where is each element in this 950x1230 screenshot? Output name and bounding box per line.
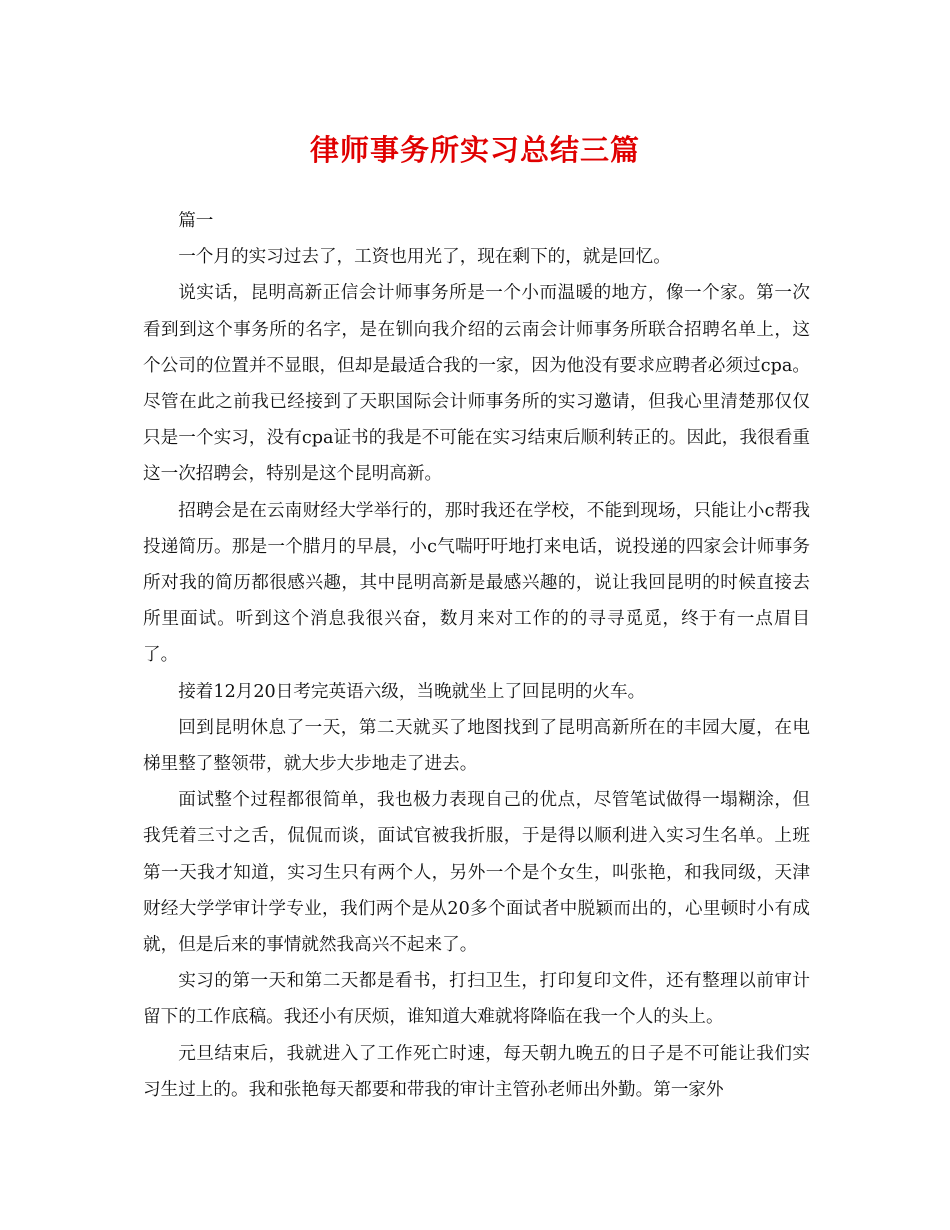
- section-heading: 篇一: [178, 211, 214, 231]
- paragraph: 面试整个过程都很简单，我也极力表现自己的优点，尽管笔试做得一塌糊涂，但我凭着三寸之舌，侃侃而谈，面试官被我折服，于是得以顺利进入实习生名单。上班第一天我才知道，实习生只有两个人，另外一个是个女生，叫张艳，和我同级，天津财经大学学审计学专业，我们两个是从20多个面试者中脱颖而出的，心里顿时小有成就，但是后来的事情就然我高兴不起来了。: [143, 790, 810, 956]
- paragraph: 实习的第一天和第二天都是看书，打扫卫生，打印复印文件，还有整理以前审计留下的工作底稿。我还小有厌烦，谁知道大难就将降临在我一个人的头上。: [143, 971, 810, 1028]
- document-body: [143, 203, 810, 1108]
- paragraph: 回到昆明休息了一天，第二天就买了地图找到了昆明高新所在的丰园大厦，在电梯里整了整领带，就大步大步地走了进去。: [143, 717, 810, 775]
- paragraph: 元旦结束后，我就进入了工作死亡时速，每天朝九晚五的日子是不可能让我们实习生过上的。我和张艳每天都要和带我的审计主管孙老师出外勤。第一家外: [143, 1043, 810, 1100]
- paragraph: 说实话，昆明高新正信会计师事务所是一个小而温暖的地方，像一个家。第一次看到到这个事务所的名字，是在钏向我介绍的云南会计师事务所联合招聘名单上，这个公司的位置并不显眼，但却是最适合我的一家，因为他没有要求应聘者必须过cpa。尽管在此之前我已经接到了天职国际会计师事务所的实习邀请，但我心里清楚那仅仅只是一个实习，没有cpa证书的我是不可能在实习结束后顺利转正的。因此，我很看重这一次招聘会，特别是这个昆明高新。: [143, 283, 810, 485]
- document-title: 律师事务所实习总结三篇: [309, 133, 640, 167]
- paragraph: 接着12月20日考完英语六级，当晚就坐上了回昆明的火车。: [178, 681, 646, 702]
- paragraph: 一个月的实习过去了，工资也用光了，现在剩下的，就是回忆。: [178, 247, 671, 268]
- paragraph: 招聘会是在云南财经大学举行的，那时我还在学校，不能到现场，只能让小c帮我投递简历。那是一个腊月的早晨，小c气喘吁吁地打来电话，说投递的四家会计师事务所对我的简历都很感兴趣，其中昆明高新是最感兴趣的，说让我回昆明的时候直接去所里面试。听到这个消息我很兴奋，数月来对工作的的寻寻觅觅，终于有一点眉目了。: [143, 500, 810, 666]
